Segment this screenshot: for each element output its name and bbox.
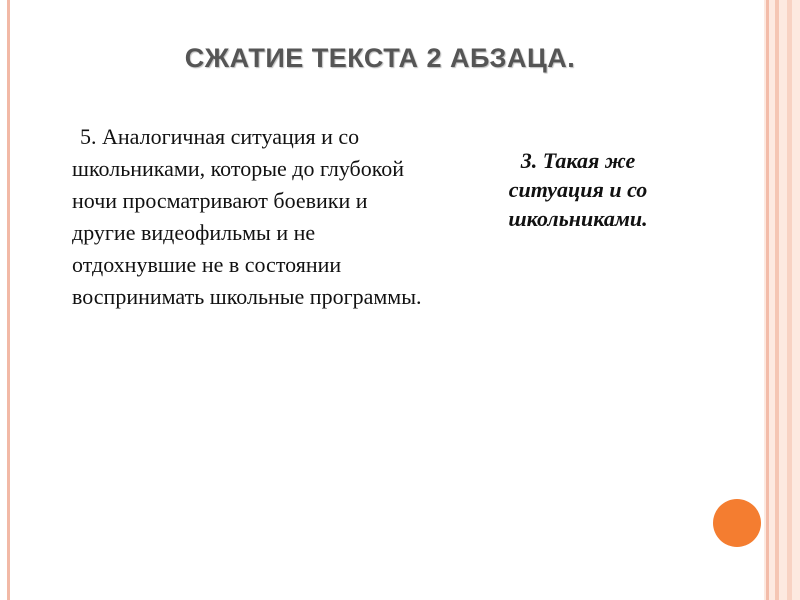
decorative-dot <box>713 499 761 547</box>
right-frame-stripe <box>775 0 779 600</box>
left-frame-line <box>7 0 10 600</box>
slide-title: СЖАТИЕ ТЕКСТА 2 АБЗАЦА. <box>184 43 576 73</box>
right-frame-stripe <box>787 0 792 600</box>
right-frame-stripe <box>766 0 769 600</box>
original-paragraph: 5. Аналогичная ситуация и со школьниками, которые до глубокой ночи просматривают боевики и другие видеофильмы и не отдохнувшие не в состоянии воспринимать школьные программы. <box>72 124 422 309</box>
right-frame-band <box>764 0 800 600</box>
compressed-paragraph: 3. Такая же ситуация и со школьниками. <box>508 148 648 231</box>
